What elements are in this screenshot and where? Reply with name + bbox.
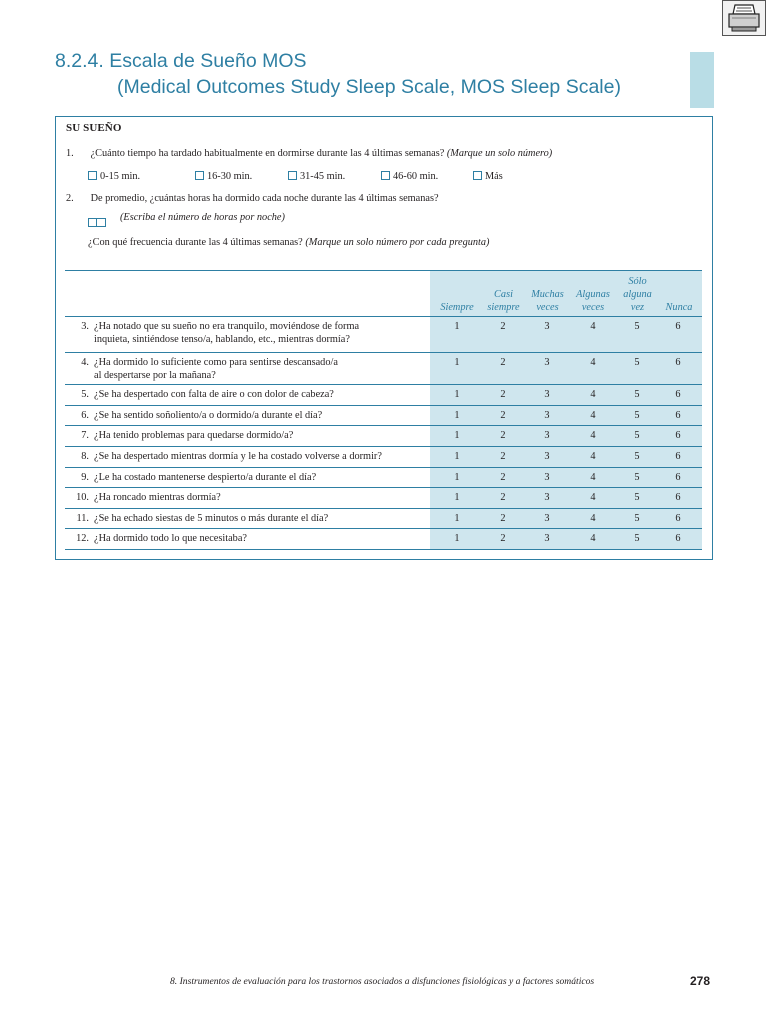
digit-box-icon [88, 218, 97, 227]
frequency-prompt-instruction: (Marque un solo número por cada pregunta) [305, 237, 490, 248]
section-title: SU SUEÑO [66, 122, 122, 134]
item-3-option-2[interactable]: 2 [500, 321, 506, 332]
column-header-casi-siempre: Casi siempre [487, 289, 520, 313]
item-5-option-5[interactable]: 5 [634, 389, 640, 400]
column-header-nunca: Nunca [665, 302, 693, 313]
item-12-option-2[interactable]: 2 [500, 533, 506, 544]
hours-hint: (Escriba el número de horas por noche) [120, 212, 285, 223]
printer-icon [723, 1, 765, 35]
question-1-number: 1. [66, 148, 74, 159]
item-11-option-5[interactable]: 5 [634, 513, 640, 524]
row-divider [65, 405, 702, 406]
side-tab-marker [690, 52, 714, 108]
item-number: 7. [81, 430, 89, 441]
item-7-option-5[interactable]: 5 [634, 430, 640, 441]
checkbox-icon [381, 171, 390, 180]
item-12-option-5[interactable]: 5 [634, 533, 640, 544]
item-6-option-5[interactable]: 5 [634, 410, 640, 421]
item-11-label [66, 513, 328, 526]
item-11-option-2[interactable]: 2 [500, 513, 506, 524]
item-6-option-3[interactable]: 3 [544, 410, 550, 421]
item-3-label [66, 321, 359, 346]
item-10-option-5[interactable]: 5 [634, 492, 640, 503]
q1-option-16-30[interactable]: 16-30 min. [195, 166, 252, 184]
item-7-option-2[interactable]: 2 [500, 430, 506, 441]
item-9-label [66, 472, 316, 485]
item-text: ¿Se ha despertado mientras dormía y le ha costado volverse a dormir? [94, 451, 382, 462]
heading-line-1: Escala de Sueño MOS [109, 50, 307, 72]
item-number: 11. [76, 513, 89, 524]
item-8-option-6[interactable]: 6 [675, 451, 681, 462]
item-12-option-3[interactable]: 3 [544, 533, 550, 544]
item-text: ¿Ha dormido todo lo que necesitaba? [94, 533, 247, 544]
checkbox-icon [288, 171, 297, 180]
print-button[interactable] [722, 0, 766, 36]
digit-box-icon [97, 218, 106, 227]
hours-input[interactable] [88, 213, 106, 231]
item-6-option-6[interactable]: 6 [675, 410, 681, 421]
item-text: ¿Ha tenido problemas para quedarse dormido/a? [94, 430, 294, 441]
item-6-label [66, 410, 322, 423]
item-12-option-4[interactable]: 4 [590, 533, 596, 544]
row-divider [65, 528, 702, 529]
checkbox-icon [195, 171, 204, 180]
item-3-option-4[interactable]: 4 [590, 321, 596, 332]
item-10-option-2[interactable]: 2 [500, 492, 506, 503]
item-number: 3. [81, 321, 89, 332]
checkbox-icon [88, 171, 97, 180]
q1-option-46-60[interactable]: 46-60 min. [381, 166, 438, 184]
item-4-option-6[interactable]: 6 [675, 357, 681, 368]
item-number: 5. [81, 389, 89, 400]
item-text: ¿Se ha sentido soñoliento/a o dormido/a durante el día? [94, 410, 323, 421]
item-3-option-6[interactable]: 6 [675, 321, 681, 332]
item-11-option-4[interactable]: 4 [590, 513, 596, 524]
item-12-option-1[interactable]: 1 [454, 533, 460, 544]
item-8-option-2[interactable]: 2 [500, 451, 506, 462]
item-4-option-5[interactable]: 5 [634, 357, 640, 368]
row-divider [65, 425, 702, 426]
item-5-label [66, 389, 334, 402]
row-divider [65, 467, 702, 468]
question-1-text: ¿Cuánto tiempo ha tardado habitualmente en dormirse durante las 4 últimas semanas? [90, 148, 445, 159]
page-heading [55, 48, 695, 100]
item-4-option-1[interactable]: 1 [454, 357, 460, 368]
frequency-prompt [88, 236, 490, 249]
item-11-option-6[interactable]: 6 [675, 513, 681, 524]
item-number: 6. [81, 410, 89, 421]
item-11-option-3[interactable]: 3 [544, 513, 550, 524]
column-header-muchas-veces: Muchas veces [531, 289, 564, 313]
item-text-continuation: al despertarse por la mañana? [94, 369, 216, 381]
item-10-label [66, 492, 221, 505]
page-number: 278 [690, 974, 711, 988]
item-8-option-3[interactable]: 3 [544, 451, 550, 462]
item-8-option-4[interactable]: 4 [590, 451, 596, 462]
column-header-algunas-veces: Algunas veces [576, 289, 610, 313]
item-9-option-1[interactable]: 1 [454, 472, 460, 483]
item-5-option-1[interactable]: 1 [454, 389, 460, 400]
item-6-option-2[interactable]: 2 [500, 410, 506, 421]
item-text: ¿Ha roncado mientras dormía? [94, 492, 221, 503]
item-number: 12. [76, 533, 89, 544]
question-2-text: De promedio, ¿cuántas horas ha dormido cada noche durante las 4 últimas semanas? [90, 193, 439, 204]
header-rule [65, 316, 702, 317]
item-7-option-3[interactable]: 3 [544, 430, 550, 441]
item-text: ¿Le ha costado mantenerse despierto/a durante el día? [94, 472, 317, 483]
row-divider [65, 446, 702, 447]
checkbox-icon [473, 171, 482, 180]
frequency-prompt-text: ¿Con qué frecuencia durante las 4 últimas semanas? [88, 237, 303, 248]
item-8-option-1[interactable]: 1 [454, 451, 460, 462]
item-12-option-6[interactable]: 6 [675, 533, 681, 544]
item-5-option-6[interactable]: 6 [675, 389, 681, 400]
item-4-option-3[interactable]: 3 [544, 357, 550, 368]
question-1-instruction: (Marque un solo número) [446, 148, 553, 159]
item-6-option-4[interactable]: 4 [590, 410, 596, 421]
footer-text: 8. Instrumentos de evaluación para los trastornos asociados a disfunciones fisiológicas y a factores somáticos [170, 976, 595, 987]
question-1 [66, 147, 552, 160]
item-5-option-3[interactable]: 3 [544, 389, 550, 400]
item-7-label [66, 430, 293, 443]
item-9-option-3[interactable]: 3 [544, 472, 550, 483]
column-header-siempre: Siempre [440, 302, 474, 313]
item-text: ¿Ha dormido lo suficiente como para sentirse descansado/a [94, 357, 338, 368]
table-top-rule [65, 270, 702, 271]
item-10-option-6[interactable]: 6 [675, 492, 681, 503]
q1-option-0-15[interactable]: 0-15 min. [88, 166, 140, 184]
item-3-option-3[interactable]: 3 [544, 321, 550, 332]
item-9-option-5[interactable]: 5 [634, 472, 640, 483]
item-5-option-4[interactable]: 4 [590, 389, 596, 400]
item-text: ¿Ha notado que su sueño no era tranquilo, moviéndose de forma [94, 321, 360, 332]
item-3-option-1[interactable]: 1 [454, 321, 460, 332]
heading-line-2: (Medical Outcomes Study Sleep Scale, MOS Sleep Scale) [117, 76, 621, 98]
item-5-option-2[interactable]: 2 [500, 389, 506, 400]
question-2 [66, 192, 439, 205]
item-10-option-3[interactable]: 3 [544, 492, 550, 503]
item-10-option-4[interactable]: 4 [590, 492, 596, 503]
row-divider [65, 384, 702, 385]
item-3-option-5[interactable]: 5 [634, 321, 640, 332]
item-number: 4. [81, 357, 89, 368]
item-7-option-4[interactable]: 4 [590, 430, 596, 441]
item-11-option-1[interactable]: 1 [454, 513, 460, 524]
item-number: 9. [81, 472, 89, 483]
item-9-option-4[interactable]: 4 [590, 472, 596, 483]
item-number: 10. [76, 492, 89, 503]
item-number: 8. [81, 451, 89, 462]
column-header-solo-alguna-vez: Sólo alguna vez [623, 276, 652, 313]
q1-option-mas[interactable]: Más [473, 166, 503, 184]
item-10-option-1[interactable]: 1 [454, 492, 460, 503]
item-text-continuation: inquieta, sintiéndose tenso/a, hablando, etc., mientras dormía? [94, 333, 350, 345]
item-12-label [66, 533, 247, 546]
item-7-option-1[interactable]: 1 [454, 430, 460, 441]
table-bottom-rule [65, 549, 702, 550]
q1-option-31-45[interactable]: 31-45 min. [288, 166, 345, 184]
item-8-option-5[interactable]: 5 [634, 451, 640, 462]
item-text: ¿Se ha despertado con falta de aire o con dolor de cabeza? [94, 389, 334, 400]
item-6-option-1[interactable]: 1 [454, 410, 460, 421]
item-9-option-2[interactable]: 2 [500, 472, 506, 483]
row-divider [65, 487, 702, 488]
item-4-option-2[interactable]: 2 [500, 357, 506, 368]
item-text: ¿Se ha echado siestas de 5 minutos o más durante el día? [94, 513, 329, 524]
item-8-label [66, 451, 382, 464]
row-divider [65, 352, 702, 353]
item-7-option-6[interactable]: 6 [675, 430, 681, 441]
section-number: 8.2.4. [55, 50, 104, 72]
item-4-label [66, 357, 338, 382]
item-9-option-6[interactable]: 6 [675, 472, 681, 483]
row-divider [65, 508, 702, 509]
item-4-option-4[interactable]: 4 [590, 357, 596, 368]
question-2-number: 2. [66, 193, 74, 204]
